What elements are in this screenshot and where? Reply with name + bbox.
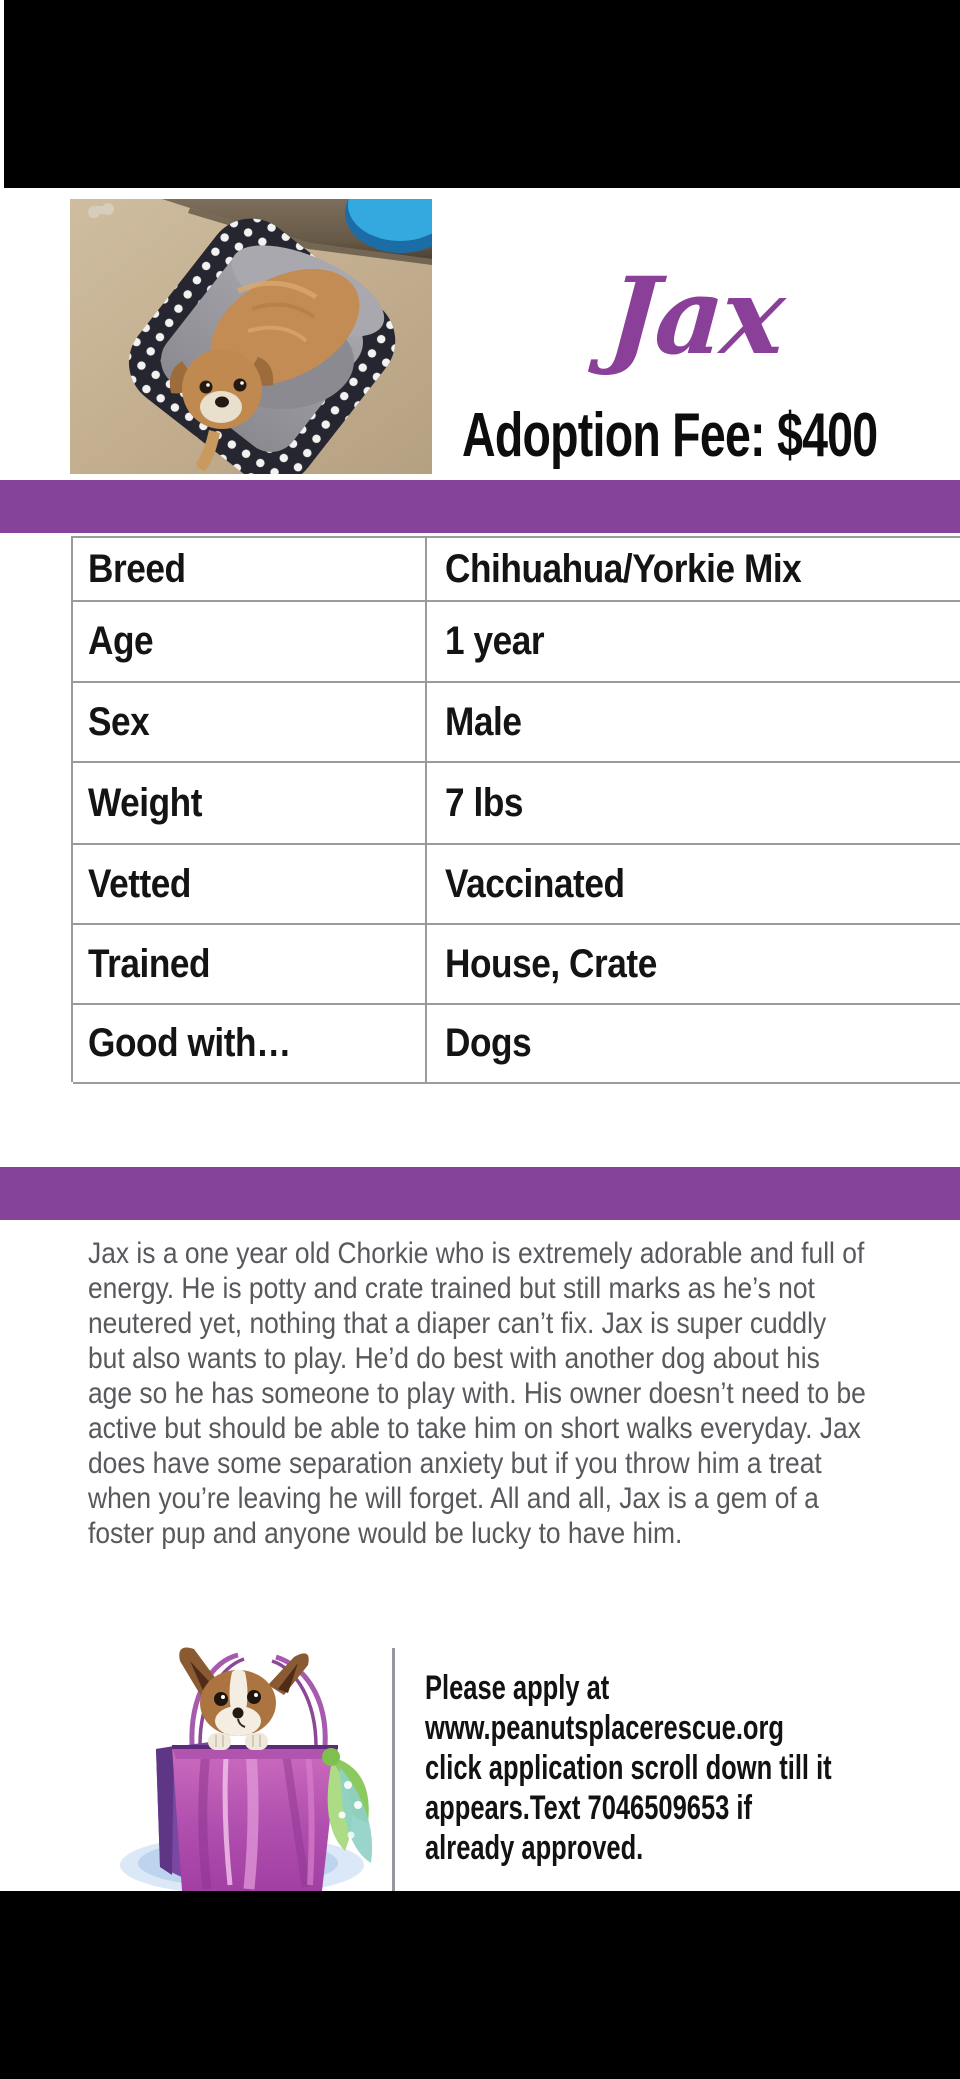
row-value-cell bbox=[427, 942, 960, 987]
chihuahua-bag-illustration bbox=[120, 1645, 393, 1891]
row-label-cell bbox=[73, 845, 427, 923]
purple-divider-bar-top bbox=[0, 480, 960, 533]
top-left-white-sliver bbox=[0, 0, 4, 188]
row-value-cell bbox=[427, 862, 960, 907]
row-value-cell bbox=[427, 547, 960, 592]
top-black-bar bbox=[0, 0, 960, 188]
description-line: foster pup and anyone would be lucky to have him. bbox=[88, 1517, 683, 1550]
row-value-cell bbox=[427, 1021, 960, 1066]
row-value: Vaccinated bbox=[445, 861, 625, 906]
description-line: but also wants to play. He’d do best with another dog about his bbox=[88, 1342, 820, 1375]
description-line: age so he has someone to play with. His owner doesn’t need to be bbox=[88, 1377, 866, 1410]
row-label: Trained bbox=[88, 941, 211, 986]
pet-name: Jax bbox=[604, 253, 786, 378]
row-label: Breed bbox=[88, 546, 186, 591]
row-value: 1 year bbox=[445, 619, 545, 663]
adoption-fee: Adoption Fee: $400 bbox=[462, 401, 878, 470]
row-label-cell bbox=[73, 1005, 427, 1082]
row-value: Dogs bbox=[445, 1021, 532, 1065]
description-paragraph bbox=[88, 1236, 948, 1551]
row-label: Weight bbox=[88, 780, 203, 825]
table-row bbox=[73, 683, 960, 763]
description-line: energy. He is potty and crate trained but still marks as he’s not bbox=[88, 1272, 815, 1305]
row-value: Male bbox=[445, 699, 522, 744]
table-row bbox=[73, 763, 960, 845]
description-line: active but should be able to take him on short walks everyday. Jax bbox=[88, 1412, 861, 1445]
row-label: Vetted bbox=[88, 861, 192, 906]
row-value-cell bbox=[427, 781, 960, 826]
chihuahua-in-gift-bag-graphic bbox=[120, 1645, 393, 1891]
bottom-black-bar bbox=[0, 1891, 960, 2079]
dog-in-bed-photo-graphic bbox=[70, 199, 432, 474]
row-value: House, Crate bbox=[445, 941, 657, 986]
apply-line: click application scroll down till it bbox=[425, 1749, 832, 1787]
description-line: neutered yet, nothing that a diaper can’t fix. Jax is super cuddly bbox=[88, 1307, 827, 1340]
apply-phone-line: appears.Text 7046509653 if bbox=[425, 1789, 752, 1827]
apply-line: already approved. bbox=[425, 1829, 644, 1867]
description-line: does have some separation anxiety but if you throw him a treat bbox=[88, 1447, 822, 1480]
row-label-cell bbox=[73, 683, 427, 761]
row-label: Good with… bbox=[88, 1021, 291, 1065]
rescue-url: www.peanutsplacerescue.org bbox=[425, 1709, 785, 1747]
table-row bbox=[73, 1005, 960, 1084]
row-label-cell bbox=[73, 602, 427, 681]
row-value-cell bbox=[427, 619, 960, 664]
row-label: Age bbox=[88, 619, 154, 663]
pet-info-table bbox=[71, 536, 960, 1082]
table-row bbox=[73, 845, 960, 925]
apply-line: Please apply at bbox=[425, 1669, 610, 1707]
description-line: when you’re leaving he will forget. All and all, Jax is a gem of a bbox=[88, 1482, 819, 1515]
purple-divider-bar-bottom bbox=[0, 1167, 960, 1220]
row-value-cell bbox=[427, 700, 960, 745]
row-label-cell bbox=[73, 763, 427, 843]
dog-photo bbox=[70, 199, 432, 474]
row-value: Chihuahua/Yorkie Mix bbox=[445, 546, 802, 591]
apply-instructions bbox=[425, 1668, 955, 1868]
table-row bbox=[73, 538, 960, 602]
table-row bbox=[73, 925, 960, 1005]
row-label-cell bbox=[73, 538, 427, 600]
table-row bbox=[73, 602, 960, 683]
row-value: 7 lbs bbox=[445, 780, 524, 825]
vertical-divider-line bbox=[392, 1648, 395, 1891]
row-label: Sex bbox=[88, 699, 150, 744]
row-label-cell bbox=[73, 925, 427, 1003]
description-line: Jax is a one year old Chorkie who is extremely adorable and full of bbox=[88, 1237, 865, 1270]
